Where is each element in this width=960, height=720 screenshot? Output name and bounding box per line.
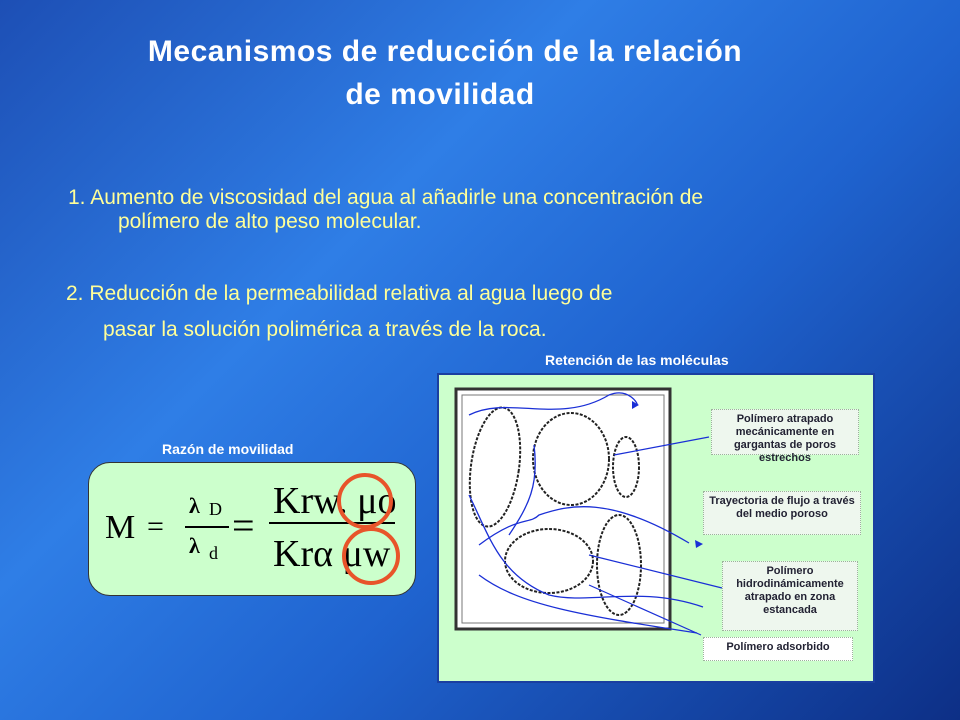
item-1-line-1: 1. Aumento de viscosidad del agua al añadirle una concentración de <box>68 186 704 209</box>
formula-equals-2: = <box>232 503 255 548</box>
rock-grain-2 <box>533 413 609 505</box>
formula-graphic <box>89 463 415 595</box>
formula-sub-d-upper: D <box>209 499 222 519</box>
slide-title-line-2: de movilidad <box>345 78 535 111</box>
rock-grain-3 <box>613 437 639 497</box>
item-2-line-1: 2. Reducción de la permeabilidad relativa al agua luego de <box>66 282 613 305</box>
slide-title-line-1: Mecanismos de reducción de la relación <box>147 35 743 68</box>
label-adsorbed-polymer: Polímero adsorbido <box>703 637 853 661</box>
label-flow-path: Trayectoria de flujo a través del medio poroso <box>703 491 861 535</box>
formula-denominator: Krα μw <box>273 533 391 575</box>
mobility-ratio-formula <box>88 462 416 596</box>
diagram-caption: Retención de las moléculas <box>545 352 729 368</box>
label-mechanically-trapped: Polímero atrapado mecánicamente en gargantas de poros estrechos <box>711 409 859 455</box>
formula-lambda-bottom: λ <box>189 533 200 558</box>
polymer-retention-diagram <box>437 373 875 683</box>
item-2-line-2: pasar la solución polimérica a través de la roca. <box>103 318 547 341</box>
formula-m: M <box>105 509 136 546</box>
formula-sub-d-lower: d <box>209 543 218 563</box>
flow-arrow-2 <box>695 540 703 548</box>
formula-equals-1: = <box>147 510 164 543</box>
item-1-line-2: polímero de alto peso molecular. <box>118 210 422 233</box>
label-hydrodynamic-trapping: Polímero hidrodinámicamente atrapado en zona estancada <box>722 561 858 631</box>
formula-lambda-top: λ <box>189 493 200 518</box>
rock-grain-4 <box>505 529 593 593</box>
rock-grain-5 <box>597 515 641 615</box>
formula-numerator: Krw. μo <box>273 480 397 522</box>
formula-caption: Razón de movilidad <box>162 441 294 457</box>
